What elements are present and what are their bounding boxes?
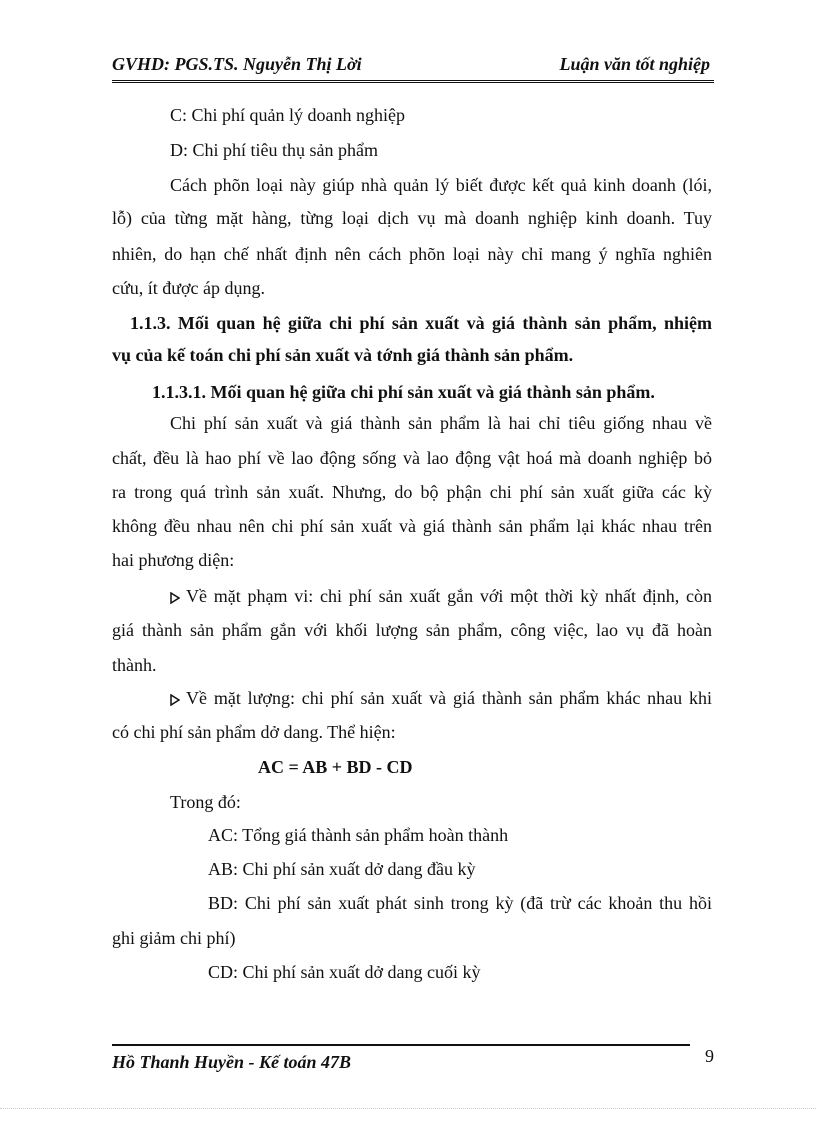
paragraph-line: lỗ) của từng mặt hàng, từng loại dịch vụ mà doanh nghiệp kinh doanh. Tuy (112, 208, 712, 228)
paragraph-line: có chi phí sản phẩm dở dang. Thể hiện: (112, 722, 396, 742)
bullet-item (170, 586, 712, 607)
arrow-bullet-icon (170, 592, 180, 604)
formula: AC = AB + BD - CD (258, 757, 413, 777)
definition-item: CD: Chi phí sản xuất dở dang cuối kỳ (208, 962, 481, 982)
section-heading: 1.1.3. Mối quan hệ giữa chi phí sản xuất và giá thành sản phẩm, nhiệm (130, 313, 712, 333)
section-heading: vụ của kế toán chi phí sản xuất và tớnh giá thành sản phẩm. (112, 345, 574, 365)
paragraph-line: ghi giảm chi phí) (112, 928, 236, 948)
definition-item: AC: Tổng giá thành sản phẩm hoàn thành (208, 825, 509, 845)
paragraph-line: Chi phí sản xuất và giá thành sản phẩm là hai chỉ tiêu giống nhau về (170, 413, 712, 433)
page-edge-divider (0, 1108, 816, 1109)
page-number: 9 (705, 1046, 714, 1066)
paragraph-line: giá thành sản phẩm gắn với khối lượng sản phẩm, công việc, lao vụ đã hoàn (112, 620, 712, 640)
paragraph-line: Trong đó: (170, 792, 241, 812)
list-item-d: D: Chi phí tiêu thụ sản phẩm (170, 140, 378, 160)
definition-item: AB: Chi phí sản xuất dở dang đầu kỳ (208, 859, 476, 879)
footer-rule (112, 1044, 690, 1046)
paragraph-line: hai phương diện: (112, 550, 235, 570)
page-header (112, 52, 714, 83)
bullet-item (170, 688, 712, 709)
header-supervisor: GVHD: PGS.TS. Nguyễn Thị Lời (112, 54, 362, 74)
paragraph-line: không đều nhau nên chi phí sản xuất và giá thành sản phẩm lại khác nhau trên (112, 516, 712, 536)
list-item-c: C: Chi phí quản lý doanh nghiệp (170, 105, 405, 125)
paragraph-line: thành. (112, 655, 157, 675)
footer-author: Hồ Thanh Huyền - Kế toán 47B (112, 1052, 352, 1072)
paragraph-line: cứu, ít được áp dụng. (112, 278, 265, 298)
bullet-text: Về mặt phạm vi: chi phí sản xuất gắn với một thời kỳ nhất định, còn (186, 586, 712, 606)
paragraph-line: Cách phõn loại này giúp nhà quản lý biết được kết quả kinh doanh (lói, (170, 175, 712, 195)
definition-item: BD: Chi phí sản xuất phát sinh trong kỳ (đã trừ các khoản thu hồi (208, 893, 712, 913)
bullet-text: Về mặt lượng: chi phí sản xuất và giá thành sản phẩm khác nhau khi (186, 688, 712, 708)
header-doc-type: Luận văn tốt nghiệp (559, 54, 710, 74)
subsection-heading: 1.1.3.1. Mối quan hệ giữa chi phí sản xuất và giá thành sản phẩm. (152, 382, 655, 402)
arrow-bullet-icon (170, 694, 180, 706)
paragraph-line: nhiên, do hạn chế nhất định nên cách phõn loại này chỉ mang ý nghĩa nghiên (112, 244, 712, 264)
paragraph-line: ra trong quá trình sản xuất. Nhưng, do bộ phận chi phí sản xuất giữa các kỳ (112, 482, 712, 502)
paragraph-line: chất, đều là hao phí về lao động sống và lao động vật hoá mà doanh nghiệp bỏ (112, 448, 712, 468)
